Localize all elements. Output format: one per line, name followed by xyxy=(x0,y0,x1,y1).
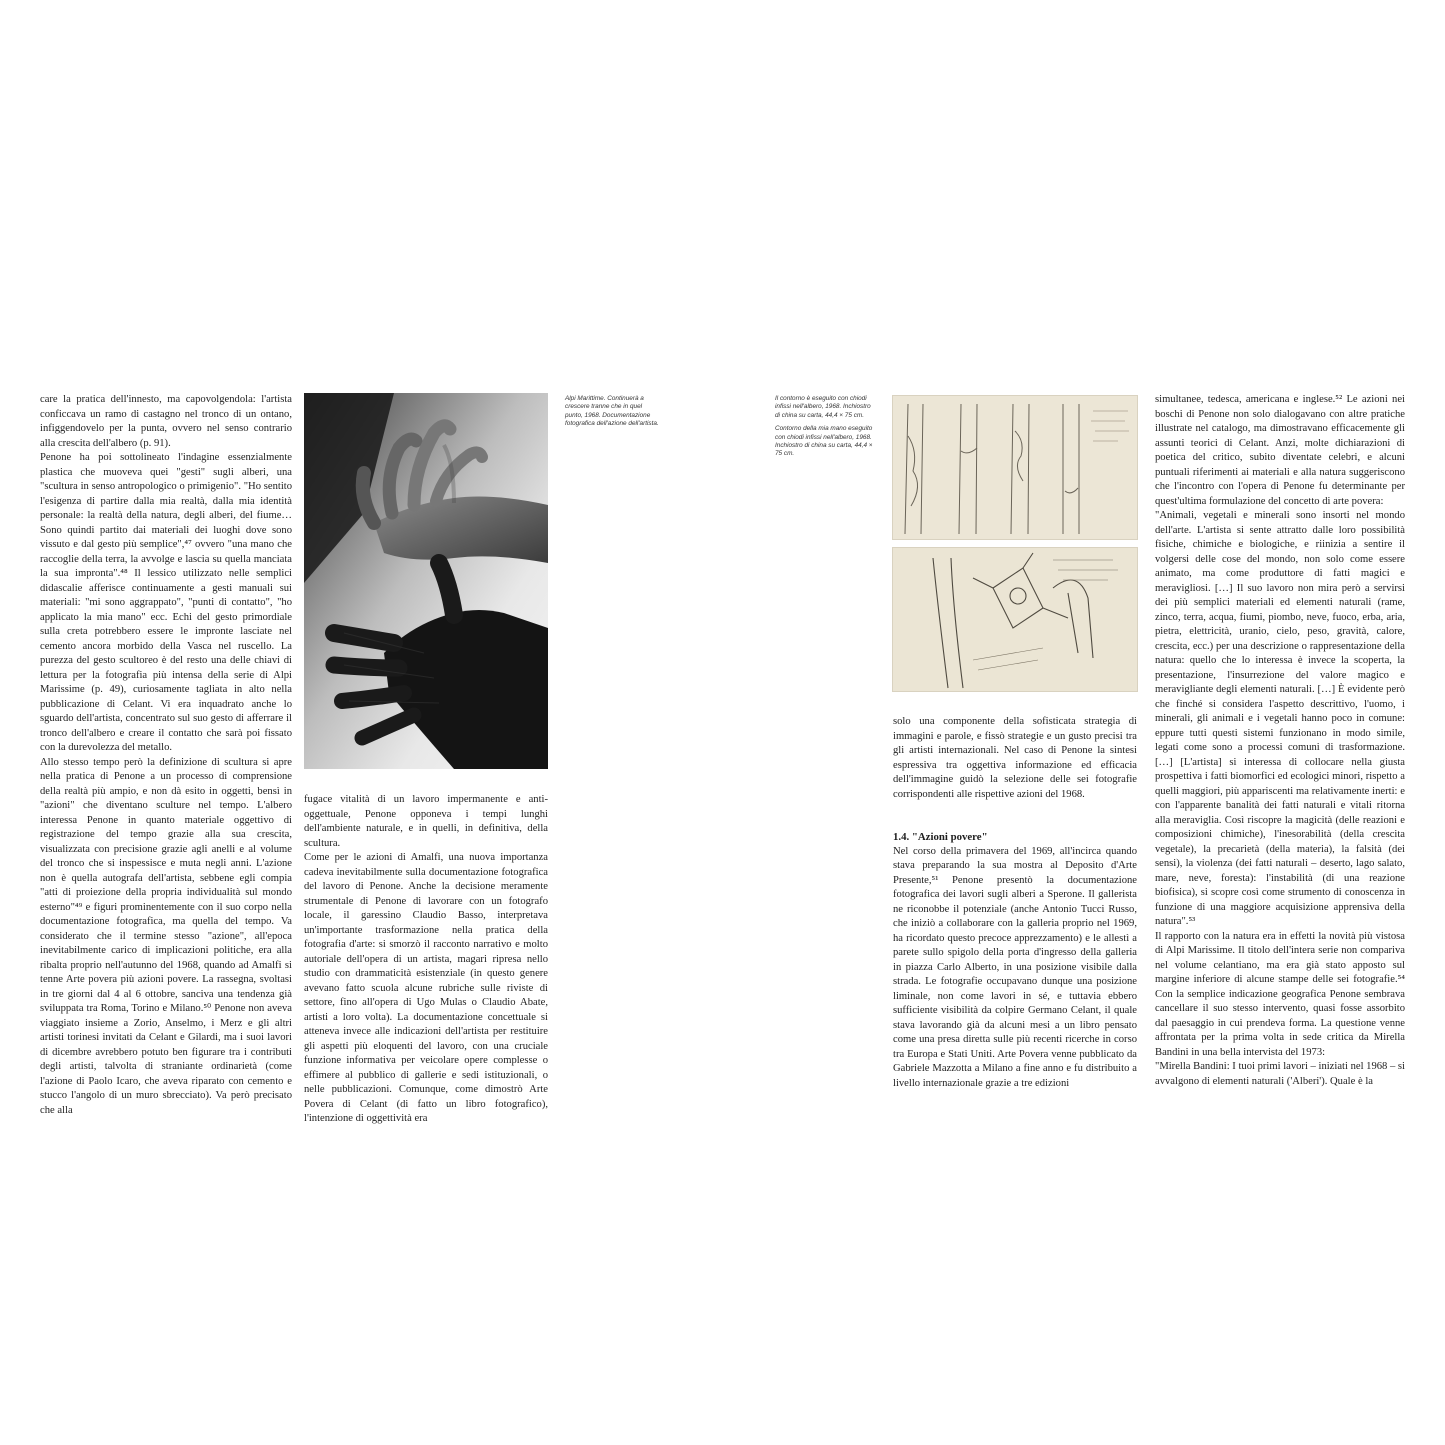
paragraph: Allo stesso tempo però la definizione di scultura si apre nella pratica di Penone a un processo di comprensione della realtà più ampio, e non dà esito in oggetti, bensì in "azioni" che diventano sculture nel tempo. L'albero interessa Penone in quanto materiale oggettivo di registrazione del tempo grazie alla sua crescita, visualizzata con precisione grazie agli anelli e al volume del tronco che si inspessisce e muta negli anni. L'azione non è quella autografa dell'artista, sebbene egli compia "atti di proiezione della propria individualità sul mondo esterno"⁴⁹ e figuri prominentemente con il suo corpo nella documentazione fotografica, ma quella del tempo. Va considerato che il termine stesso "azione", all'epoca inevitabilmente carico di implicazioni politiche, era alla ribalta proprio nell'autunno del 1968, quando ad Amalfi si tenne Arte povera più azioni povere. La rassegna, svoltasi in tre giorni dal 4 al 6 ottobre, sanciva una tendenza già sviluppata tra Roma, Torino e Milano.⁵⁰ Penone non aveva viaggiato insieme a Zorio, Anselmo, i Merz e gli altri artisti torinesi invitati da Celant e Gilardi, ma i suoi lavori di dicembre avrebbero potuto ben figurare tra i contributi degli artisti, talvolta di straniante ordinarietà (come l'azione di Paolo Icaro, che aveva riparato con cemento e stucco l'angolo di un muro sbrecciato). Va però precisato che alla xyxy=(40,756,292,1116)
sketch-captions: Il contorno è eseguito con chiodi infissi nell'albero, 1968. Inchiostro di china su carta, 44,4 × 75 cm. Contorno della mia mano eseguito con chiodi infissi nell'albero, 1968. Inchiostro di china su carta, 44,4 × 75 cm. xyxy=(775,395,873,458)
sketch-1-image xyxy=(893,396,1137,539)
right-column-2 xyxy=(1155,393,1405,1089)
sketch-2-image xyxy=(893,548,1137,691)
hands-photo-image xyxy=(304,393,548,769)
right-column-1 xyxy=(893,715,1137,1091)
paragraph: "Mirella Bandini: I tuoi primi lavori – iniziati nel 1968 – si avvalgono di elementi naturali ('Alberi'). Quale è la xyxy=(1155,1061,1406,1087)
paragraph: care la pratica dell'innesto, ma capovolgendola: l'artista conficcava un ramo di castagno nel tronco di un ontano, infiggendovelo per la punta, ovvero nel senso contrario alla crescita dell'albero (p. 91). xyxy=(40,394,292,449)
paragraph: fugace vitalità di un lavoro impermanente e anti-oggettuale, Penone opponeva i tempi lunghi dell'ambiente naturale, e in quelli, in definitiva, della scultura. xyxy=(304,794,548,849)
paragraph: simultanee, tedesca, americana e inglese.⁵² Le azioni nei boschi di Penone non solo dialogavano con altre pratiche illustrate nel catalogo, ma dimostravano efficacemente gli assunti teorici di Celant. Anzi, molte dichiarazioni di poetica del critico, subito diventate celebri, e alcuni puntuali riferimenti ai materiali e alla natura suggeriscono che l'incontro con l'opera di Penone fu determinante per quest'ultima formulazione del concetto di arte povera: xyxy=(1155,394,1405,507)
tree-sketch-drawing-1 xyxy=(892,395,1138,540)
left-column-2 xyxy=(304,793,548,1127)
paragraph: Il rapporto con la natura era in effetti la novità più vistosa di Alpi Marissime. Il titolo dell'intera serie non compariva nel volume celantiano, ma era già stato apposto sul margine inferiore di alcune stampe delle sei fotografie.⁵⁴ Con la semplice indicazione geografica Penone sembrava cancellare il suo stesso intervento, quasi fosse assorbito dal paesaggio in cui prendeva forma. La questione venne affrontata per la prima volta in sede critica da Mirella Bandini in una bella intervista del 1973: xyxy=(1155,930,1405,1058)
tree-sketch-drawing-2 xyxy=(892,547,1138,692)
photo-caption: Alpi Marittime. Continuerà a crescere tranne che in quel punto, 1968. Documentazione fotografica dell'azione dell'artista. xyxy=(565,395,659,428)
section-heading: 1.4. "Azioni povere" xyxy=(893,831,988,843)
left-column-1 xyxy=(40,393,292,1118)
paragraph: solo una componente della sofisticata strategia di immagini e parole, e fissò strategie e un gusto precisi tra gli artisti internazionali. Nel caso di Penone la sintesi espressiva tra oggettiva informazione ed efficacia dell'immagine guidò la selezione delle sei fotografie corrispondenti alle rispettive azioni del 1968. xyxy=(893,716,1137,800)
paragraph: Penone ha poi sottolineato l'indagine essenzialmente plastica che muoveva quei "gesti" sugli alberi, una "scultura in senso antropologico o primigenio". "Ho sentito l'esigenza di partire dalla mia realtà, dalla mia identità personale: la realtà della natura, degli alberi, del fiume… Sono quindi partito dai materiali dei luoghi dove sono vissuto e dal gesto più semplice",⁴⁷ ovvero "una mano che raccoglie della terra, la avvolge e lascia su quella manciata la sua impronta".⁴⁸ Il lessico utilizzato nelle semplici didascalie afferisce continuamente a gesti manuali sui materiali: "mi sono aggrappato", "punti di contatto", "ho applicato la mia mano" ecc. Echi del gesto primordiale sulla creta potrebbero essere le impronte lasciate nel cemento ancora morbido della Vasca nel ruscello. La purezza del gesto scultoreo è del resto una delle chiavi di lettura per la fotografia più intensa della serie di Alpi Marissime (p. 49), curiosamente tagliata in alto nella pubblicazione di Celant. Vi era inquadrato anche lo sguardo dell'artista, concentrato sul suo gesto di afferrare il tronco dell'albero e creare il contatto che sarà poi fissato con la durevolezza del metallo. xyxy=(40,452,292,753)
quotation: "Animali, vegetali e minerali sono insorti nel mondo dell'arte. L'artista si sente attratto dalle loro possibilità fisiche, chimiche e biologiche, e riinizia a sentire il volgersi delle cose del mondo, non solo come essere animato, ma come produttore di fatti magici e meravigliosi. […] Il suo lavoro non mira però a servirsi dei più semplici materiali ed elementi naturali (rame, zinco, terra, acqua, fiumi, piombo, neve, fuoco, erba, aria, pietra, elettricità, uranio, cielo, peso, gravità, calore, crescita, ecc.) per una descrizione o rappresentazione della natura: quello che lo interessa è invece la scoperta, la presentazione, l'insurrezione del valore magico e meravigliante degli elementi naturali. […] È evidente però che finché si considera l'aspetto descrittivo, l'uomo, i minerali, gli animali e i vegetali hanno poco in comune: eppure tutti questi sistemi funzionano in modo simile, legati come sono a processi comuni di trasformazione. […] [L'artista] si interessa di collocare nella giusta prospettiva i fatti biomorfici ed ecologici minori, rispetto a quelli maggiori, più appariscenti ma relativamente inerti: e con l'apparente banalità dei fatti naturali e vitali ritorna alla meraviglia. Così riscopre la magicità (delle reazioni e composizioni chimiche), l'inesorabilità (della crescita vegetale), la precarietà (della materia), la falsità (dei sensi), la violenza (dei fatti naturali – deserto, lago salato, mare, neve, foresta): l'instabilità (di una reazione biofisica), si scopre così come strumento di conoscenza in funzione di una maggiore acquisizione apprensiva della natura".⁵³ xyxy=(1155,510,1405,927)
paragraph: Come per le azioni di Amalfi, una nuova importanza cadeva inevitabilmente sulla documentazione fotografica del lavoro di Penone. Anche la decisione meramente strumentale di Penone di lavorare con un fotografo locale, il garessino Claudio Basso, interpretava un'importante trasformazione nella pratica della fotografia d'arte: si smorzò il racconto narrativo e molto autoriale dell'opera di un artista, magari ripresa nello studio con drammaticità esistenziale (in questo genere avevano fatto scuola alcune rubriche sulle riviste di settore, fino all'opera di Ugo Mulas o Claudio Abate, artisti a loro volta). La documentazione concettuale si atteneva invece alle indicazioni dell'artista per restituire gli aspetti più eloquenti del lavoro, con una cruciale funzione informativa per veicolare opere complesse o effimere al pubblico di gallerie e sedi istituzionali, o nelle pubblicazioni. Comunque, come dimostrò Arte Povera di Celant (di fatto un libro fotografico), l'intenzione di oggettività era xyxy=(304,852,548,1124)
paragraph: Nel corso della primavera del 1969, all'incirca quando stava preparando la sua mostra al Deposito d'Arte Presente,⁵¹ Penone presentò la documentazione fotografica dei lavori sugli alberi a Sperone. Il gallerista ne riconobbe il potenziale (anche Antonio Tucci Russo, che iniziò a collaborare con la galleria proprio nel 1969, ha ricordato questo precoce apprezzamento) e le allestì a parete sullo spigolo della porta d'ingresso della galleria in piazza Carlo Alberto, in una posizione visibile dalla strada. Le fotografie occupavano dunque una posizione liminale, non come lavori in sé, e tuttavia ebbero sufficiente visibilità da colpire Germano Celant, il quale stava lavorando già da alcuni mesi a un libro pensato come una presa diretta sulle più recenti ricerche in corso tra Europa e Stati Uniti. Arte Povera venne pubblicato da Gabriele Mazzotta a Milano a fine anno e fu distribuito a livello internazionale grazie a tre edizioni xyxy=(893,845,1137,1089)
hands-photograph xyxy=(304,393,548,769)
